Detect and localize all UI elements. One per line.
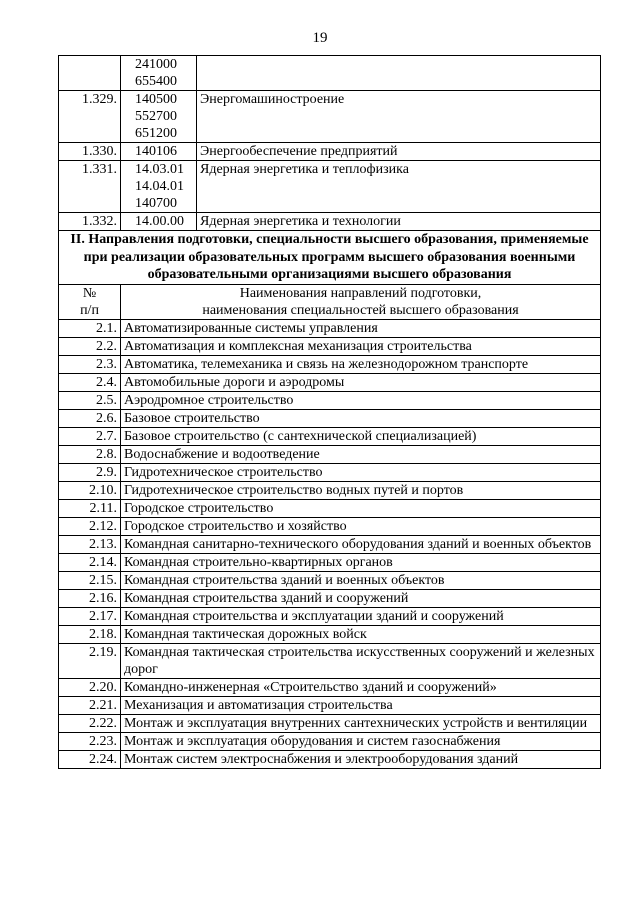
row-number: 2.5. [59,391,121,409]
table-row [59,161,601,213]
row-name: Автоматизированные системы управления [121,319,601,337]
table-section-2 [59,231,601,320]
row-name: Автоматизация и комплексная механизация строительства [121,337,601,355]
header-col-name: Наименования направлений подготовки, наименования специальностей высшего образования [121,284,601,319]
row-name: Командная строительства зданий и сооружений [121,589,601,607]
row-number: 2.24. [59,750,121,768]
row-number: 2.14. [59,553,121,571]
row-number: 2.19. [59,643,121,678]
row-name: Командно-инженерная «Строительство зданий и сооружений» [121,678,601,696]
row-codes [121,161,197,213]
row-number: 2.15. [59,571,121,589]
row-number: 1.331. [59,161,121,213]
row-number: 2.4. [59,373,121,391]
table-row [59,678,601,696]
table-row [59,535,601,553]
table-row [59,463,601,481]
row-name: Аэродромное строительство [121,391,601,409]
row-number: 2.11. [59,499,121,517]
code-value: 241000 [135,57,177,72]
table-row [59,319,601,337]
section-heading: II. Направления подготовки, специальности высшего образования, применяемые при реализации образовательных программ высшего образования военными образовательными организациями высшего образования [59,231,601,285]
header-row [59,284,601,319]
row-codes [121,56,197,91]
row-name: Командная строительно-квартирных органов [121,553,601,571]
row-name: Гидротехническое строительство водных путей и портов [121,481,601,499]
row-codes [121,213,197,231]
row-number: 2.23. [59,732,121,750]
row-name: Энергообеспечение предприятий [197,143,601,161]
row-name: Монтаж систем электроснабжения и электрооборудования зданий [121,750,601,768]
table-row [59,355,601,373]
table-row [59,91,601,143]
row-name: Городское строительство [121,499,601,517]
row-number: 2.6. [59,409,121,427]
row-number: 2.10. [59,481,121,499]
row-number [59,56,121,91]
document-table [58,55,601,769]
table-row [59,714,601,732]
table-row [59,625,601,643]
row-number: 2.20. [59,678,121,696]
table-row [59,553,601,571]
table-row [59,391,601,409]
table-section-2-rows [59,319,601,768]
table-row [59,732,601,750]
section-heading-row [59,231,601,285]
table-section-1 [59,56,601,231]
row-number: 2.12. [59,517,121,535]
table-row [59,409,601,427]
row-number: 2.1. [59,319,121,337]
row-name: Базовое строительство (с сантехнической специализацией) [121,427,601,445]
row-number: 2.8. [59,445,121,463]
row-number: 2.17. [59,607,121,625]
row-name: Базовое строительство [121,409,601,427]
row-number: 2.2. [59,337,121,355]
table-row [59,517,601,535]
table-row [59,589,601,607]
row-name: Автомобильные дороги и аэродромы [121,373,601,391]
row-name: Командная строительства зданий и военных объектов [121,571,601,589]
table-row [59,337,601,355]
row-name: Ядерная энергетика и технологии [197,213,601,231]
row-name: Командная тактическая дорожных войск [121,625,601,643]
table-row [59,427,601,445]
row-number: 1.329. [59,91,121,143]
row-name: Гидротехническое строительство [121,463,601,481]
code-value: 140106 [135,144,177,159]
code-value: 14.04.01 [135,179,184,194]
table-row [59,481,601,499]
row-name: Городское строительство и хозяйство [121,517,601,535]
table-row [59,750,601,768]
row-name: Водоснабжение и водоотведение [121,445,601,463]
row-number: 2.16. [59,589,121,607]
code-value: 140500 [135,92,177,107]
code-value: 655400 [135,74,177,89]
row-number: 2.18. [59,625,121,643]
row-name: Командная тактическая строительства искусственных сооружений и железных дорог [121,643,601,678]
table-row [59,56,601,91]
page-number: 19 [312,30,328,46]
code-value: 140700 [135,196,177,211]
row-number: 1.332. [59,213,121,231]
row-codes [121,91,197,143]
code-value: 651200 [135,126,177,141]
row-codes [121,143,197,161]
code-value: 14.03.01 [135,162,184,177]
header-col-number: № п/п [59,284,121,319]
row-name [197,56,601,91]
row-name: Монтаж и эксплуатация внутренних сантехнических устройств и вентиляции [121,714,601,732]
row-number: 2.9. [59,463,121,481]
row-name: Командная санитарно-технического оборудования зданий и военных объектов [121,535,601,553]
row-name: Монтаж и эксплуатация оборудования и систем газоснабжения [121,732,601,750]
code-value: 14.00.00 [135,214,184,229]
table-row [59,373,601,391]
row-number: 2.21. [59,696,121,714]
table-row [59,607,601,625]
row-number: 2.3. [59,355,121,373]
table-row [59,143,601,161]
row-name: Командная строительства и эксплуатации зданий и сооружений [121,607,601,625]
row-number: 2.22. [59,714,121,732]
row-name: Энергомашиностроение [197,91,601,143]
table-row [59,571,601,589]
table-row [59,696,601,714]
row-name: Ядерная энергетика и теплофизика [197,161,601,213]
table-row [59,643,601,678]
table-row [59,213,601,231]
row-number: 2.7. [59,427,121,445]
table-row [59,445,601,463]
code-value: 552700 [135,109,177,124]
row-number: 1.330. [59,143,121,161]
row-name: Автоматика, телемеханика и связь на железнодорожном транспорте [121,355,601,373]
row-number: 2.13. [59,535,121,553]
row-name: Механизация и автоматизация строительства [121,696,601,714]
table-row [59,499,601,517]
